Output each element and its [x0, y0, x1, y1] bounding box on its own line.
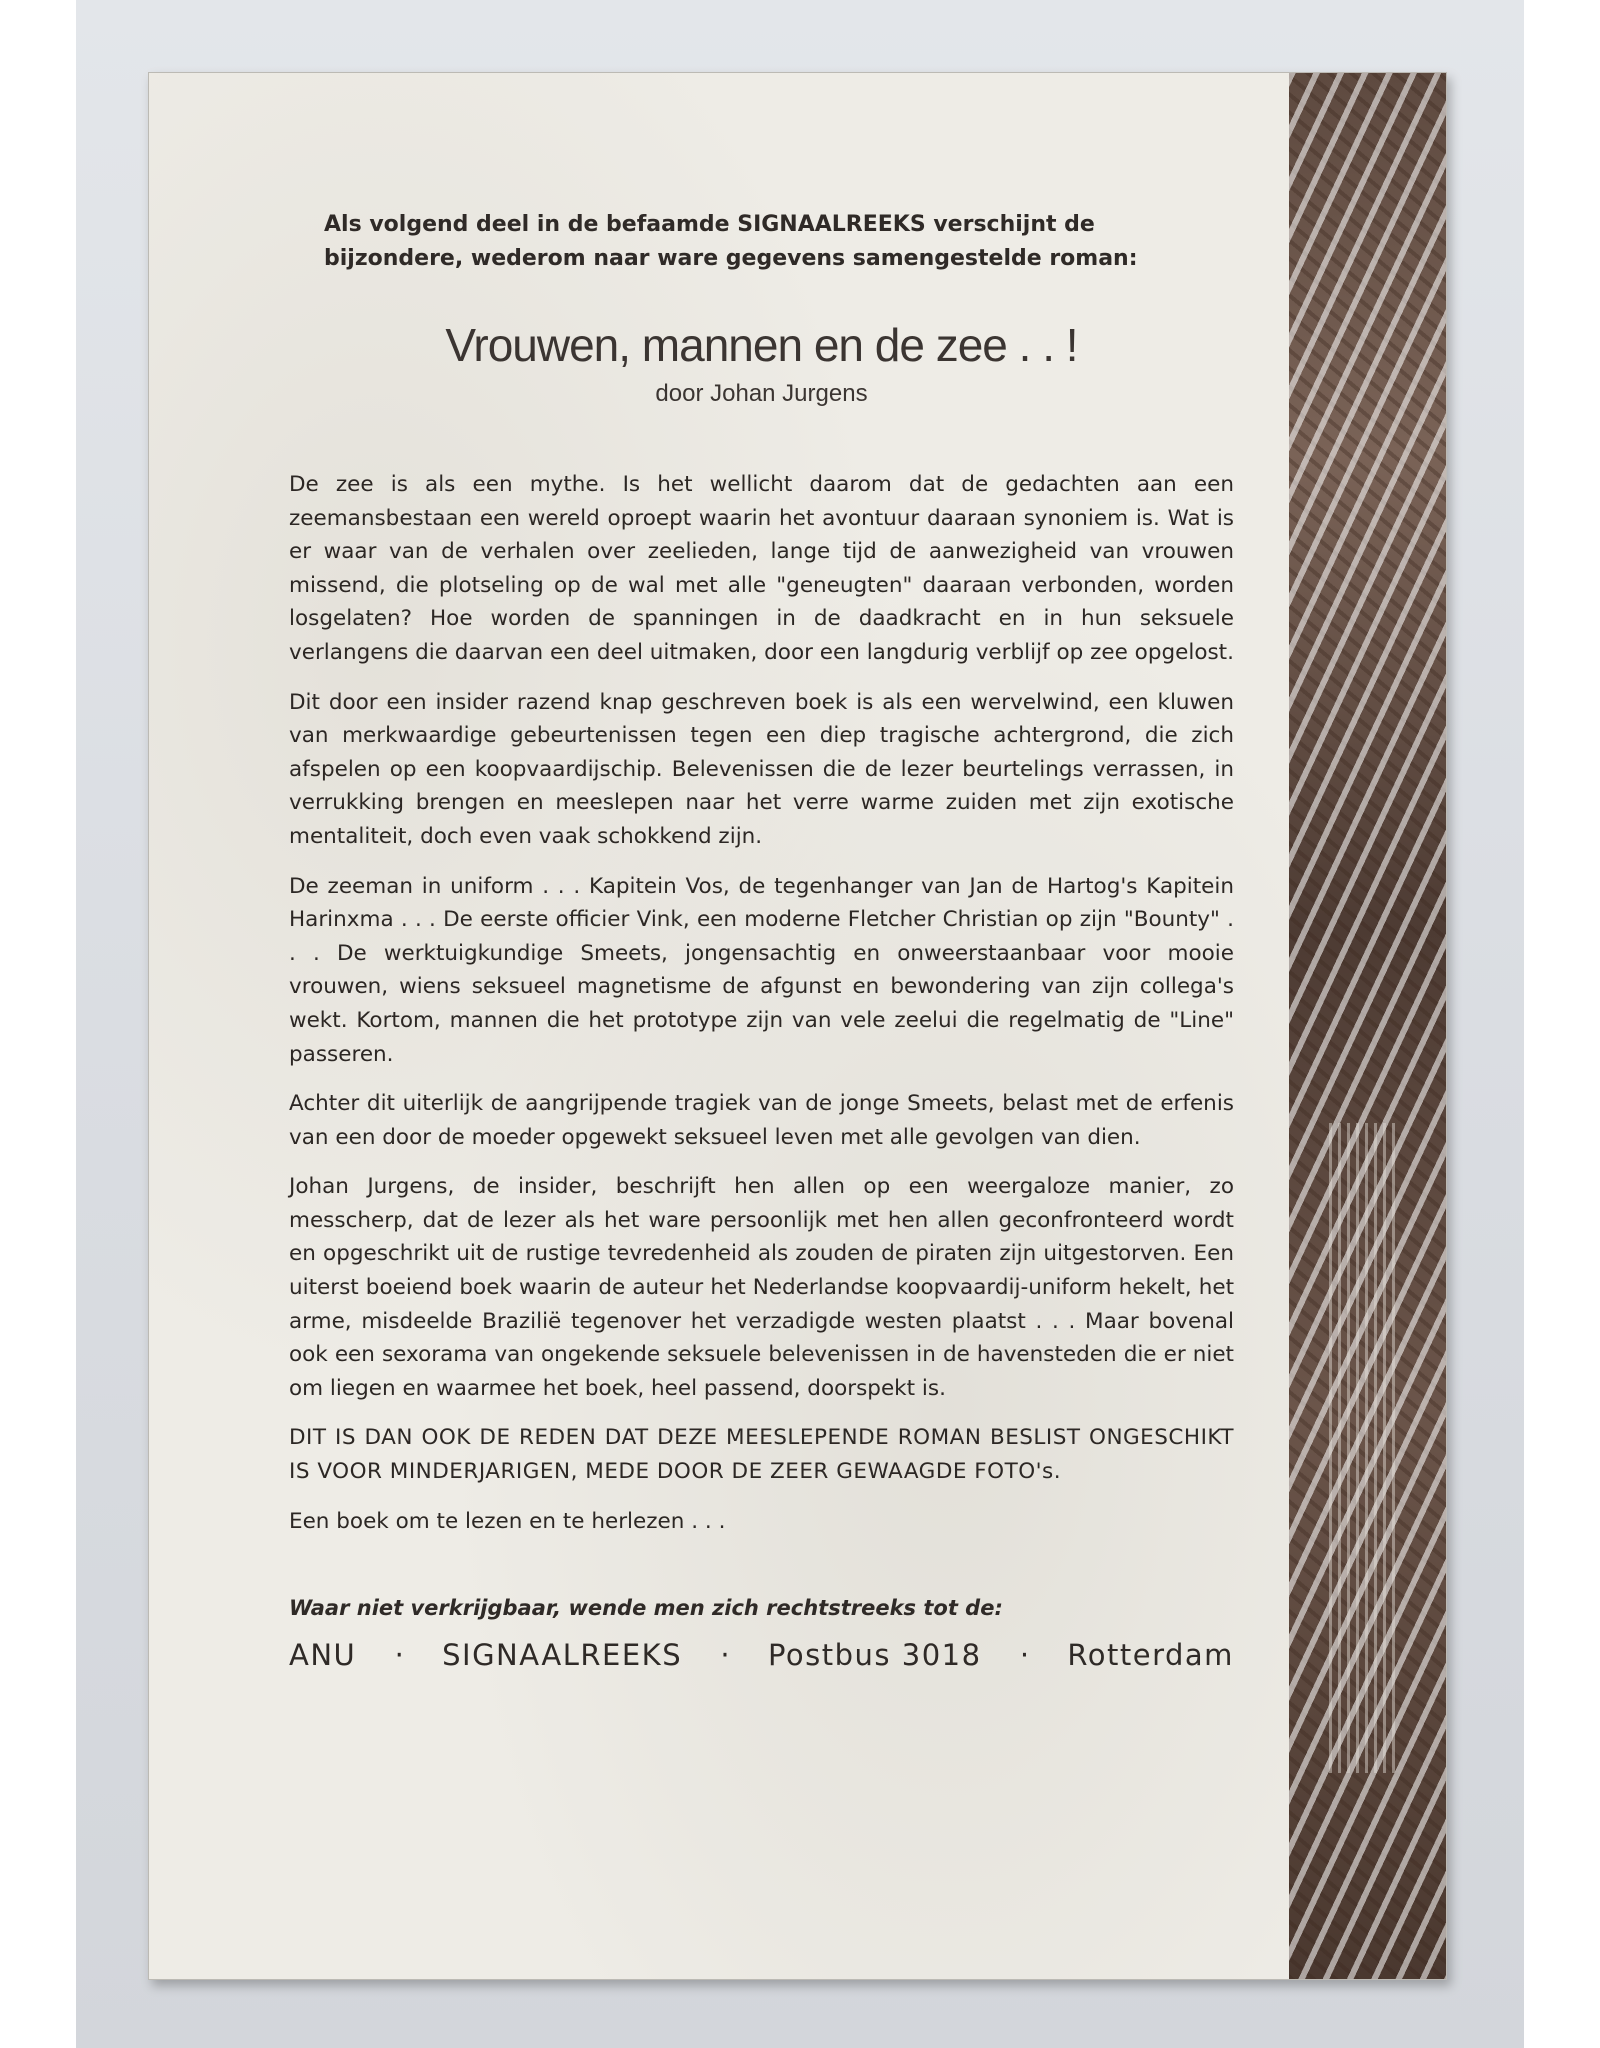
warning-paragraph: DIT IS DAN OOK DE REDEN DAT DEZE MEESLEPENDE ROMAN BESLIST ONGESCHIKT IS VOOR MINDERJARIGEN, MEDE DOOR DE ZEER GEWAAGDE FOTO's. [289, 1425, 1234, 1485]
order-note: Waar niet verkrijgbaar, wende men zich rechtstreeks tot de: [289, 1596, 1003, 1621]
closing-line: Een boek om te lezen en te herlezen . . . [289, 1508, 726, 1534]
intro-announcement [324, 208, 1224, 276]
blurb-paragraph: Dit door een insider razend knap geschreven boek is als een wervelwind, een kluwen van merkwaardige gebeurtenissen tegen een diep tragische achtergrond, die zich afspelen op een koopvaardijschip. Belevenissen die de lezer beurtelings verrassen, in verrukking brengen en meeslepen naar het verre warme zuiden met zijn exotische mentaliteit, doch even vaak schokkend zijn. [289, 689, 1234, 849]
city: Rotterdam [1067, 1638, 1234, 1673]
blurb-paragraph: Achter dit uiterlijk de aangrijpende tragiek van de jonge Smeets, belast met de erfenis van een door de moeder opgewekt seksueel leven met alle gevolgen van dien. [289, 1091, 1234, 1150]
address-separator: · [1019, 1638, 1030, 1673]
publisher-name: ANU [289, 1638, 357, 1673]
book-author: door Johan Jurgens [655, 380, 868, 407]
book-title: Vrouwen, mannen en de zee . . ! [445, 319, 1078, 371]
book-back-cover [148, 72, 1447, 1980]
address-separator: · [720, 1638, 730, 1673]
blurb [289, 468, 1234, 1538]
address-separator: · [394, 1638, 404, 1673]
cover-text [289, 208, 1234, 1672]
blurb-paragraph: De zeeman in uniform . . . Kapitein Vos, de tegenhanger van Jan de Hartog's Kapitein Harinxma . . . De eerste officier Vink, een moderne Fletcher Christian op zijn "Bounty" . . . De werktuigkundige Smeets, jongensachtig en onweerstaanbaar voor mooie vrouwen, wiens seksueel magnetisme de afgunst en bewondering van zijn collega's wekt. Kortom, mannen die het prototype zijn van vele zeelui die regelmatig de "Line" passeren. [289, 873, 1234, 1067]
publisher-address [289, 1638, 1234, 1672]
blurb-paragraph: Johan Jurgens, de insider, beschrijft hen allen op een weergaloze manier, zo messcherp, dat de lezer als het ware persoonlijk met hen allen geconfronteerd wordt en opgeschrikt uit de rustige tevredenheid als zouden de piraten zijn uitgestorven. Een uiterst boeiend boek waarin de auteur het Nederlandse koopvaardij-uniform hekelt, het arme, misdeelde Brazilië tegenover het verzadigde westen plaatst . . . Maar bovenal ook een sexorama van ongekende seksuele belevenissen in de havensteden die er niet om liegen en waarmee het boek, heel passend, doorspekt is. [289, 1174, 1234, 1401]
cover-photo-strip [1289, 73, 1446, 1979]
blurb-paragraph: De zee is als een mythe. Is het wellicht daarom dat de gedachten aan een zeemansbestaan een wereld oproept waarin het avontuur daaraan synoniem is. Wat is er waar van de verhalen over zeelieden, lange tijd de aanwezigheid van vrouwen missend, die plotseling op de wal met alle "geneugten" daaraan verbonden, worden losgelaten? Hoe worden de spanningen in de daadkracht en in hun seksuele verlangens die daarvan een deel uitmaken, door een langdurig verblijf op zee opgelost. [289, 472, 1234, 665]
series-name: SIGNAALREEKS [442, 1638, 683, 1673]
intro-line-1: Als volgend deel in de befaamde SIGNAALREEKS verschijnt de [324, 212, 1095, 237]
postbox: Postbus 3018 [767, 1638, 982, 1673]
intro-line-2: bijzondere, wederom naar ware gegevens samengestelde roman: [324, 246, 1138, 271]
